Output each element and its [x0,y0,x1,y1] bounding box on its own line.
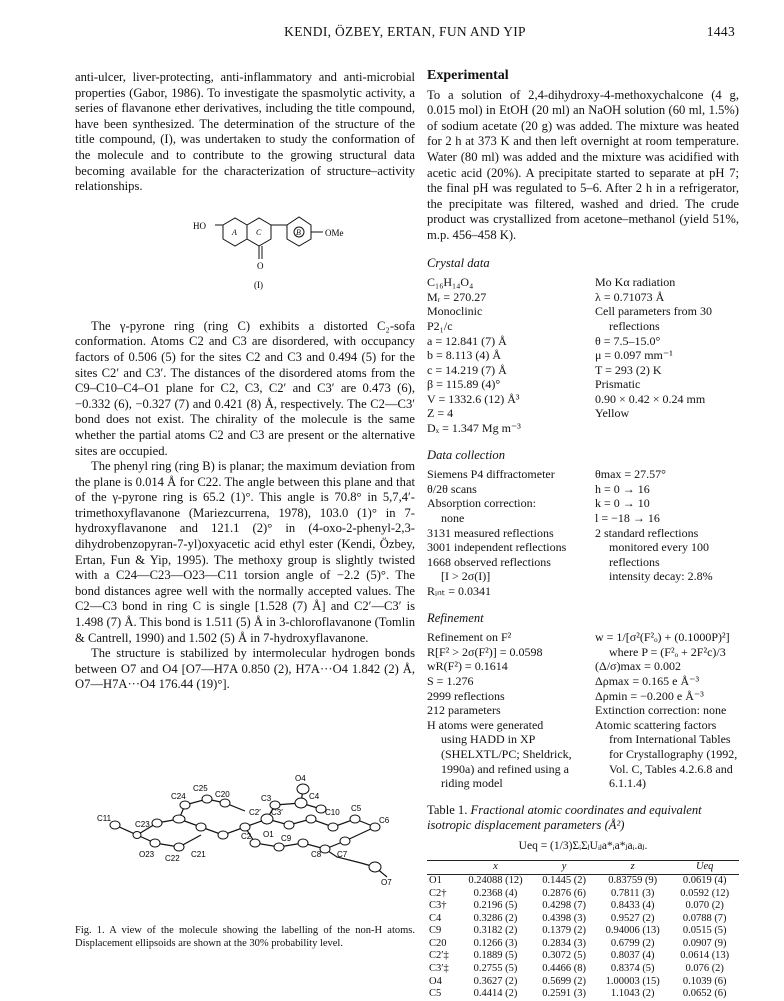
table-row [427,988,739,1001]
crystal-item: c = 14.219 (7) Å [427,362,507,377]
crystal-item: Mᵣ = 270.27 [427,289,487,304]
table-row [427,938,739,951]
table-cell: 0.4298 (7) [542,900,586,912]
refinement-item: Δρmin = −0.200 e Å⁻³ [595,688,704,703]
collection-item: 3001 independent reflections [427,540,567,555]
refinement-right [595,630,739,791]
table-header: y [533,861,595,875]
crystal-item: a = 12.841 (7) Å [427,333,507,348]
collection-item: l = −18 → 16 [595,511,660,526]
atom-label: C7 [337,850,348,859]
atom-label: C22 [165,854,180,863]
table-cell: 0.4466 (8) [542,963,586,975]
data-collection-heading: Data collection [427,447,505,462]
ring-b-label: B [296,227,301,237]
table-header [427,861,458,875]
pyrone-paragraph: The γ-pyrone ring (ring C) exhibits a distorted C₂-sofa conformation. Atoms C2 and C3 are disordered, with occupancy factors of 0.506 (5) for the sites C2 and C3 and 0.494 (5) for the sites C2′ and C3′. The distances of the disordered atoms from the C9–C10–C4–O1 plane for C2, C3, C2′ and C3′ are 0.473 (6), −0.332 (6), −0.327 (7) and 0.421 (8) Å, respectively. The C2—C3′ bond does not exist. The chirality of the molecule is the same whether the partial atoms C2 and C3 are present or the alternative sites are occupied. [75,318,415,458]
refinement-item: 2999 reflections [427,688,505,703]
table-header: z [595,861,670,875]
atom-label: O1 [263,830,274,839]
crystal-item: reflections [609,318,660,333]
table-cell: 1.00003 (15) [605,975,660,987]
crystal-item: T = 293 (2) K [595,362,662,377]
table-cell: 0.1266 (3) [473,937,518,949]
table-cell: 0.2876 (6) [542,887,586,899]
table-header: x [458,861,533,875]
table-cell: C5 [429,988,442,1000]
left-column [75,70,415,693]
collection-item: 2 standard reflections [595,525,699,540]
table-caption-text: Fractional atomic coordinates and equivalent isotropic displacement parameters (Å²) [427,802,702,832]
refinement-left [427,630,593,791]
refinement-block [427,630,739,791]
table-cell: C20 [429,937,447,949]
refinement-item: Refinement on F² [427,630,512,645]
crystal-item: β = 115.89 (4)° [427,377,501,392]
table-row [427,913,739,926]
table-cell: 0.24088 (12) [468,874,523,886]
table-cell: 0.1445 (2) [542,874,586,886]
atom-label: O7 [381,878,392,887]
atom-label: C4 [309,792,320,801]
ring-a-label: A [232,227,237,237]
atom-label: C20 [215,790,230,799]
table-cell: C3′‡ [429,963,449,975]
crystal-item: Monoclinic [427,304,483,319]
refinement-item: R[F² > 2σ(F²)] = 0.0598 [427,644,543,659]
atom-label: C2′ [249,808,261,817]
crystal-item: μ = 0.097 mm⁻¹ [595,348,673,363]
crystal-item: P2₁/c [427,318,453,333]
collection-item: Rᵢₙₜ = 0.0341 [427,584,492,598]
data-collection-block [427,467,739,598]
atom-label: C8 [311,850,322,859]
crystal-item: C₁₆H₁₄O₄ [427,275,474,290]
table-cell: C2† [429,887,447,899]
ring-c-label: C [256,227,262,237]
data-collection-right [595,467,739,598]
table-cell: 0.0592 (12) [680,887,730,899]
coordinates-table [427,860,739,1001]
table-cell: 0.0907 (9) [682,937,727,949]
table-cell: C4 [429,912,442,924]
refinement-item: S = 1.276 [427,673,474,688]
refinement-item: w = 1/[σ²(F²ₒ) + (0.1000P)²] [595,630,730,645]
table-header-row [427,861,739,875]
crystal-item: b = 8.113 (4) Å [427,348,501,363]
refinement-item: riding model [441,776,503,791]
atom-label: C5 [351,804,362,813]
collection-item: intensity decay: 2.8% [609,569,713,584]
atom-label: O4 [295,775,306,783]
phenyl-paragraph: The phenyl ring (ring B) is planar; the maximum deviation from the plane is 0.014 Å for C22. The angle between this plane and that of the γ-pyrone ring is 65.2 (1)°. This angle is 70.8° in 5,7,4′-trimethoxyflavanone (Mariezcurrena, 1978), 103.0 (1)° in 7-hydroxyflavanone and 121.1 (2)° in (4-oxo-2-phenyl-2,3-dihydrobenzopyran-7-yl)oxyacetic acid ethyl ester (Kendi, Özbey, Ertan, Fun & Yip, 1995). The methoxy group is slightly twisted with a C24—C23—O23—C11 torsion angle of −2.2 (5)°. The bond distances agree well with the normally accepted values. The C2—C3 bond in ring C is single [1.528 (7) Å] and C2′—C3′ is 1.498 (7) Å. This bond is 1.511 (5) Å in 3-chloroflavanone (Tomlin & Cantrell, 1990) and 1.502 (5) Å in 7-hydroxyflavanone. [75,459,415,645]
refinement-heading: Refinement [427,610,484,625]
refinement-item: wR(F²) = 0.1614 [427,659,508,674]
atom-label: C10 [325,808,340,817]
crystal-data-block [427,275,739,436]
page-number: 1443 [706,24,735,39]
atom-label: C3 [261,794,272,803]
refinement-item: for Crystallography (1992, [609,746,738,761]
molecule-figure [75,775,415,930]
table-caption-label: Table 1. [427,802,468,817]
crystal-item: 0.90 × 0.42 × 0.24 mm [595,391,706,406]
right-column [427,68,739,1001]
crystal-item: λ = 0.71073 Å [595,289,665,304]
ueq-formula: Ueq = (1/3)ΣᵢΣⱼUᵢⱼa*ᵢa*ⱼaᵢ.aⱼ. [518,839,648,852]
figure-caption: Fig. 1. A view of the molecule showing the labelling of the non-H atoms. Displacement ellipsoids are shown at the 30% probability level. [75,925,415,949]
table-cell: 0.2834 (3) [542,937,586,949]
table-caption [427,803,739,833]
table-cell: 0.3182 (2) [473,925,518,937]
experimental-heading: Experimental [427,68,509,83]
chemical-structure [75,203,415,315]
table-row [427,888,739,901]
crystal-item: Yellow [595,406,630,421]
table-cell: 0.070 (2) [685,900,724,912]
atom-label: C6 [379,816,390,825]
table-cell: 0.2368 (4) [473,887,518,899]
table-cell: O1 [429,874,442,886]
table-cell: 0.2196 (5) [473,900,518,912]
table-cell: 0.0652 (6) [682,988,727,1000]
table-row [427,874,739,887]
table-cell: C9 [429,925,442,937]
table-cell: 0.2755 (5) [473,963,518,975]
table-cell: 0.3072 (5) [542,950,586,962]
crystal-item: Z = 4 [427,406,454,421]
table-cell: 0.8433 (4) [610,900,655,912]
carbonyl-o-label: O [257,260,264,271]
collection-item: h = 0 → 16 [595,481,650,496]
collection-item: θmax = 27.57° [595,467,666,482]
table-header: Ueq [670,861,739,875]
refinement-item: from International Tables [609,732,731,747]
table-cell: 0.1889 (5) [473,950,518,962]
table-cell: 0.8374 (5) [610,963,655,975]
intro-paragraph: anti-ulcer, liver-protecting, anti-inflammatory and anti-microbial properties (Gabor, 1986). To investigate the spasmolytic activity, a series of flavanone ether derivatives, including the title compound, have been synthesized. The determination of the structure of the title compound, (I), was undertaken to study the conformation of the molecule and to contribute to the growing structural data becoming available for the characterization of structure–activity relationships. [75,70,415,194]
table-cell: 0.0515 (5) [682,925,727,937]
collection-item: k = 0 → 10 [595,496,650,511]
table-cell: 0.0788 (7) [682,912,727,924]
atom-label: C2 [241,832,252,841]
refinement-item: 1990a) and refined using a [441,761,569,776]
table-cell: 0.0614 (13) [680,950,730,962]
atom-label: C9 [281,834,292,843]
table-cell: 0.1039 (6) [682,975,727,987]
table-row [427,950,739,963]
table-cell: 0.6799 (2) [610,937,655,949]
refinement-item: Extinction correction: none [595,703,727,718]
table-row [427,900,739,913]
structure-drawing [75,203,415,315]
refinement-item: where P = (F²ₒ + 2F²c)/3 [609,644,726,659]
collection-item: 1668 observed reflections [427,554,551,569]
collection-item: θ/2θ scans [427,481,477,496]
table-cell: 0.2591 (3) [542,988,586,1000]
crystal-data-left [427,275,593,436]
table-row [427,976,739,989]
table-cell: 0.076 (2) [685,963,724,975]
table-cell: C3† [429,900,447,912]
crystal-item: Prismatic [595,377,641,392]
crystal-item: Cell parameters from 30 [595,304,712,319]
compound-label: (I) [254,279,263,290]
crystal-item: θ = 7.5–15.0° [595,333,661,348]
table-row [427,963,739,976]
table-row [427,925,739,938]
refinement-item: using HADD in XP [441,732,536,747]
table-cell: 0.8037 (4) [610,950,655,962]
running-header [75,24,735,44]
collection-item: none [441,511,465,526]
atom-label: O23 [139,850,155,859]
refinement-item: 212 parameters [427,703,501,718]
crystal-item: Mo Kα radiation [595,275,676,290]
table-cell: 0.1379 (2) [542,925,586,937]
table-cell: 0.4414 (2) [473,988,518,1000]
atom-label: C21 [191,850,206,859]
experimental-text: To a solution of 2,4-dihydroxy-4-methoxychalcone (4 g, 0.015 mol) in EtOH (20 ml) an NaOH solution (60 ml, 1.5%) of sodium acetate (20 g) was added. The mixture was heated for 2 h at 373 K and then left overnight at room temperature. Water (80 ml) was added and the mixture was acidified with acetic acid (20%). A precipitate started to separate at pH 7; the final pH was regulated to 5–6. After 2 h in a refrigerator, the precipitate was filtered, washed and dried. The crude product was crystallized from acetone–methanol (yield 51%, m.p. 456–458 K). [427,87,739,242]
ortep-drawing [75,775,415,930]
table-cell: 0.3286 (2) [473,912,518,924]
crystal-item: V = 1332.6 (12) Å³ [427,391,520,406]
refinement-item: (SHELXTL/PC; Sheldrick, [441,746,572,761]
atom-label: C24 [171,792,186,801]
collection-item: reflections [609,554,660,569]
table-cell: 0.9527 (2) [610,912,655,924]
table-cell: 0.5699 (2) [542,975,586,987]
running-title: KENDI, ÖZBEY, ERTAN, FUN AND YIP [284,24,526,39]
atom-label: C25 [193,784,208,793]
refinement-item: H atoms were generated [427,717,544,732]
collection-item: Absorption correction: [427,496,536,511]
table-cell: 0.3627 (2) [473,975,518,987]
refinement-item: Atomic scattering factors [595,717,717,732]
atom-label: C3′ [271,808,283,817]
table-cell: 0.94006 (13) [605,925,660,937]
refinement-item: Vol. C, Tables 4.2.6.8 and [609,761,733,776]
data-collection-left [427,467,593,598]
ome-label: OMe [325,227,344,238]
collection-item: Siemens P4 diffractometer [427,467,555,482]
table-cell: 0.0619 (4) [682,874,727,886]
table-cell: O4 [429,975,442,987]
crystal-data-right [595,275,739,436]
collection-item: monitored every 100 [609,540,709,555]
collection-item: 3131 measured reflections [427,525,554,540]
refinement-item: Δρmax = 0.165 e Å⁻³ [595,673,700,688]
crystal-data-heading: Crystal data [427,255,490,270]
refinement-item: 6.1.1.4) [609,776,646,791]
crystal-item: Dₓ = 1.347 Mg m⁻³ [427,421,521,436]
refinement-item: (Δ/σ)max = 0.002 [595,659,681,674]
hbond-paragraph: The structure is stabilized by intermolecular hydrogen bonds between O7 and O4 [O7—H7A 0.850 (2), H7A···O4 1.842 (2) Å, O7—H7A···O4 176.44 (19)°]. [75,646,415,692]
table-cell: 0.4398 (3) [542,912,586,924]
ho-label: HO [193,220,206,231]
collection-item: [I > 2σ(I)] [441,569,491,584]
table-cell: 1.1043 (2) [610,988,655,1000]
atom-label: C11 [97,814,112,823]
atom-label: C23 [135,820,150,829]
table-cell: 0.83759 (9) [608,874,658,886]
table-cell: 0.7811 (3) [611,887,655,899]
table-cell: C2′‡ [429,950,449,962]
